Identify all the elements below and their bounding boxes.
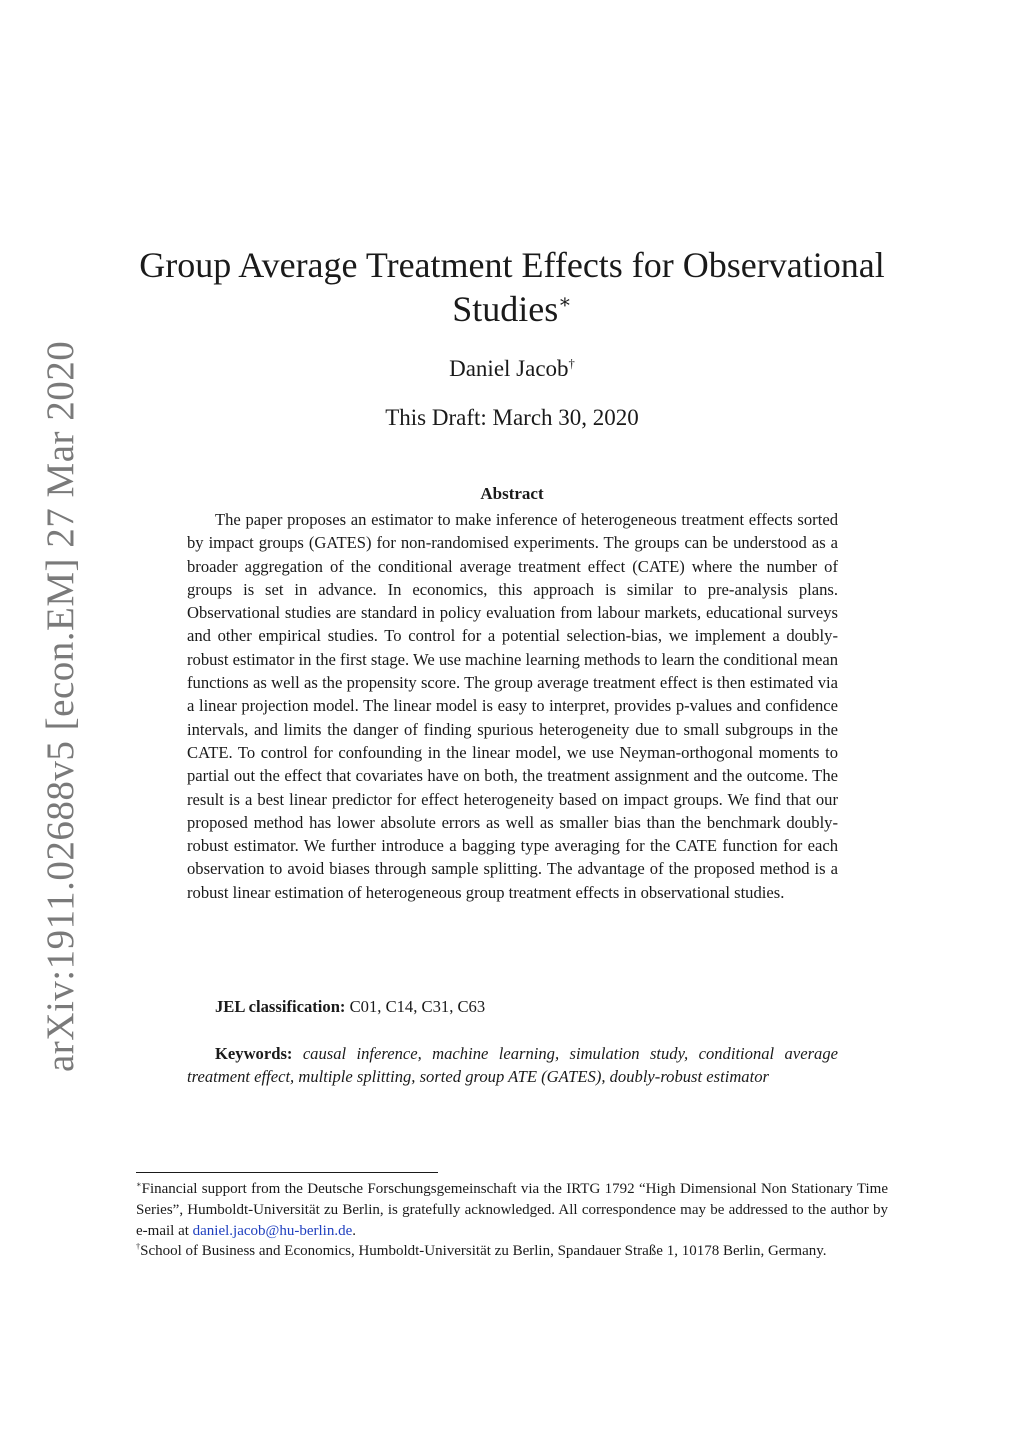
footnote-affiliation	[136, 1241, 888, 1262]
footnote-divider	[136, 1172, 438, 1173]
author-name: Daniel Jacob	[449, 356, 569, 381]
footnote-2-marker: †	[136, 1242, 141, 1251]
title-line-1: Group Average Treatment Effects for Observational	[139, 245, 885, 285]
jel-label: JEL classification:	[215, 997, 346, 1016]
keywords-value: causal inference, machine learning, simulation study, conditional average treatment effect, multiple splitting, sorted group ATE (GATES), doubly-robust estimator	[187, 1044, 838, 1087]
footnote-2-text: School of Business and Economics, Humboldt-Universität zu Berlin, Spandauer Straße 1, 10178 Berlin, Germany.	[140, 1243, 827, 1259]
title-footnote-marker: ∗	[558, 291, 572, 313]
jel-classification	[187, 995, 838, 1018]
author-footnote-marker: †	[568, 356, 575, 371]
draft-date: This Draft: March 30, 2020	[385, 405, 639, 430]
abstract-body: The paper proposes an estimator to make inference of heterogeneous treatment effects sorted by impact groups (GATES) for non-randomised experiments. The groups can be understood as a broader aggregation of the conditional average treatment effect (CATE) where the number of groups is set in advance. In economics, this approach is similar to pre-analysis plans. Observational studies are standard in policy evaluation from labour markets, educational surveys and other empirical studies. To control for a potential selection-bias, we implement a doubly-robust estimator in the first stage. We use machine learning methods to learn the conditional mean functions as well as the propensity score. The group average treatment effect is then estimated via a linear projection model. The linear model is easy to interpret, provides p-values and confidence intervals, and limits the danger of finding spurious heterogeneity due to small subgroups in the CATE. To control for confounding in the linear model, we use Neyman-orthogonal moments to partial out the effect that covariates have on both, the treatment assignment and the outcome. The result is a best linear predictor for effect heterogeneity based on impact groups. We find that our proposed method has lower absolute errors as well as smaller bias than the benchmark doubly-robust estimator. We further introduce a bagging type averaging for the CATE function for each observation to avoid biases through sample splitting. The advantage of the proposed method is a robust linear estimation of heterogeneous group treatment effects in observational studies.	[187, 510, 838, 902]
jel-value: C01, C14, C31, C63	[349, 997, 486, 1016]
title-line-2: Studies	[452, 289, 559, 329]
author	[0, 356, 1024, 382]
footnote-funding	[136, 1179, 888, 1242]
keywords-label: Keywords:	[215, 1044, 293, 1063]
footnote-1-end: .	[352, 1223, 356, 1239]
author-email-link[interactable]: daniel.jacob@hu-berlin.de	[192, 1223, 353, 1239]
keywords	[187, 1042, 838, 1089]
arxiv-stamp-text: arXiv:1911.02688v5 [econ.EM] 27 Mar 2020	[39, 340, 82, 1072]
footnote-1-text: Financial support from the Deutsche Forschungsgemeinschaft via the IRTG 1792 “High Dimensional Non Stationary Time Series”, Humboldt-Universität zu Berlin, is gratefully acknowledged. All correspondence may be addressed to the author by e-mail at	[136, 1181, 888, 1239]
footnote-1-marker: ∗	[136, 1180, 142, 1189]
abstract-heading: Abstract	[480, 484, 544, 503]
paper-title	[120, 243, 904, 331]
